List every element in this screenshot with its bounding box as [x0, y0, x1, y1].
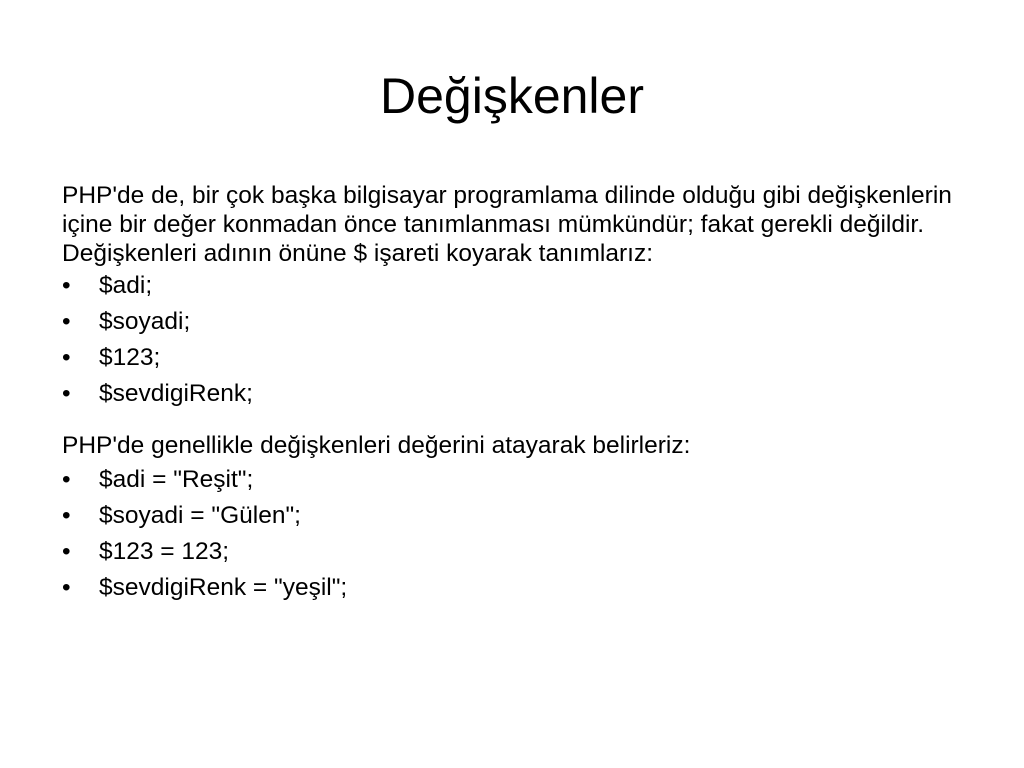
bullet-icon: •: [62, 466, 71, 493]
list-item-text: $123 = 123;: [99, 538, 230, 565]
list-item: [62, 340, 962, 376]
bullet-icon: •: [62, 574, 71, 601]
assignment-list: [62, 462, 962, 606]
second-paragraph: PHP'de genellikle değişkenleri değerini atayarak belirleriz:: [62, 432, 691, 459]
spacer: [62, 412, 962, 430]
list-item-text: $adi;: [99, 272, 153, 299]
bullet-icon: •: [62, 502, 71, 529]
list-item: [62, 570, 962, 606]
intro-paragraph: PHP'de de, bir çok başka bilgisayar programlama dilinde olduğu gibi değişkenlerin içine bir değer konmadan önce tanımlanması mümkündür; fakat gerekli değildir. Değişkenleri adının önüne $ işareti koyarak tanımlarız:: [62, 182, 952, 267]
list-item: [62, 268, 962, 304]
bullet-icon: •: [62, 344, 71, 371]
bullet-icon: •: [62, 538, 71, 565]
bullet-icon: •: [62, 272, 71, 299]
list-item-text: $123;: [99, 344, 161, 371]
list-item: [62, 534, 962, 570]
bullet-icon: •: [62, 380, 71, 407]
list-item-text: $soyadi = "Gülen";: [99, 502, 301, 529]
list-item-text: $soyadi;: [99, 308, 191, 335]
list-item: [62, 462, 962, 498]
list-item-text: $adi = "Reşit";: [99, 466, 254, 493]
list-item-text: $sevdigiRenk;: [99, 380, 253, 407]
declaration-list: [62, 268, 962, 412]
slide-body: [62, 181, 962, 606]
bullet-icon: •: [62, 308, 71, 335]
list-item: [62, 304, 962, 340]
slide-title: Değişkenler: [379, 68, 644, 124]
list-item-text: $sevdigiRenk = "yeşil";: [99, 574, 348, 601]
list-item: [62, 498, 962, 534]
list-item: [62, 376, 962, 412]
